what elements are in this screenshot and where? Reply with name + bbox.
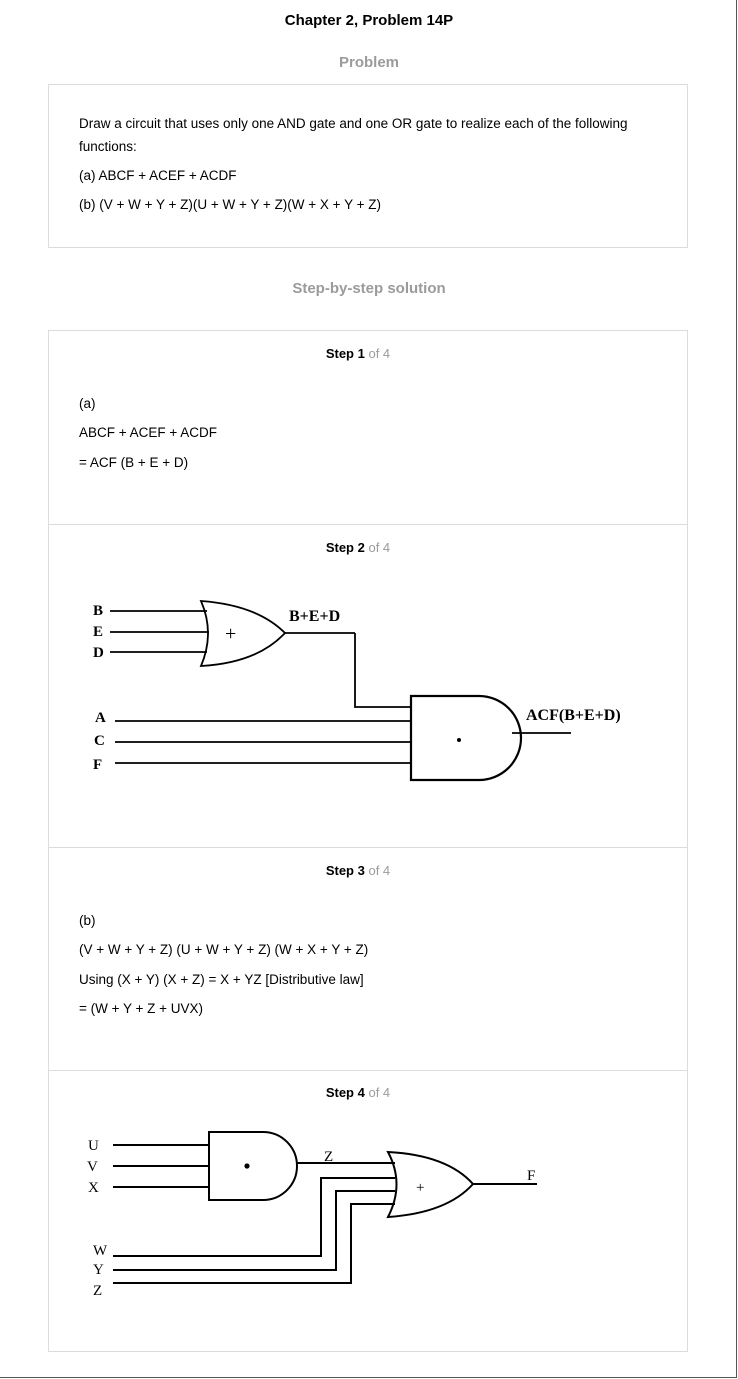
step-1 — [49, 331, 687, 524]
step-3 — [49, 847, 687, 1071]
step-3-of: of 4 — [368, 863, 391, 878]
step-3-line4: = (W + Y + Z + UVX) — [79, 1001, 204, 1016]
step-3-line1: (b) — [79, 913, 96, 928]
step-2-circuit-diagram — [49, 525, 687, 847]
and-gate-dot — [457, 738, 461, 742]
step-3-title: Step 3 — [325, 863, 365, 878]
and-input-label-x: X — [88, 1180, 99, 1196]
step-3-line2: (V + W + Y + Z) (U + W + Y + Z) (W + X + Y + Z) — [79, 942, 369, 957]
or-to-and-wire — [355, 633, 411, 707]
step-1-line2: ABCF + ACEF + ACDF — [79, 425, 218, 440]
and-output-label: ACF(B+E+D) — [526, 707, 621, 724]
or-gate-shape — [201, 601, 285, 666]
or-input-label-d: D — [93, 645, 104, 661]
step-1-line1: (a) — [79, 396, 96, 411]
step-1-title: Step 1 — [325, 346, 365, 361]
step-3-line3: Using (X + Y) (X + Z) = X + YZ [Distributive law] — [79, 972, 364, 987]
or-input-wire-w — [113, 1178, 395, 1256]
problem-heading: Problem — [338, 54, 399, 71]
step-2-of: of 4 — [368, 540, 391, 555]
and-input-label-u: U — [88, 1138, 99, 1154]
step-1-line3: = ACF (B + E + D) — [79, 455, 189, 470]
and-gate-shape — [411, 696, 521, 780]
or-input-label-z: Z — [93, 1283, 103, 1299]
or-input-label-w: W — [93, 1243, 108, 1259]
step-4-title: Step 4 — [325, 1085, 365, 1100]
problem-part-b: (b) (V + W + Y + Z)(U + W + Y + Z)(W + X + Y + Z) — [79, 197, 381, 212]
or-output-label: F — [527, 1168, 536, 1184]
or-gate-symbol: + — [416, 1180, 425, 1196]
and-output-label: Z — [324, 1149, 334, 1165]
and-input-label-f: F — [93, 757, 103, 773]
step-1-label — [49, 346, 667, 361]
or-input-wire-z — [113, 1204, 395, 1283]
chapter-title: Chapter 2, Problem 14P — [284, 12, 454, 29]
and-input-label-v: V — [87, 1159, 98, 1175]
and-gate-dot — [244, 1163, 249, 1168]
or-input-label-b: B — [93, 603, 104, 619]
or-input-label-y: Y — [93, 1262, 104, 1278]
step-4 — [49, 1070, 687, 1352]
problem-part-a: (a) ABCF + ACEF + ACDF — [79, 168, 237, 183]
solution-heading: Step-by-step solution — [292, 280, 446, 297]
problem-box — [48, 84, 688, 248]
step-4-of: of 4 — [368, 1085, 391, 1100]
problem-text-line1: Draw a circuit that uses only one AND gate and one OR gate to realize each of the following — [79, 116, 628, 131]
or-input-wire-y — [113, 1191, 395, 1270]
and-gate-shape — [209, 1132, 297, 1200]
step-4-circuit-diagram — [49, 1071, 687, 1352]
or-input-label-e: E — [93, 624, 104, 640]
step-2 — [49, 524, 687, 847]
and-input-label-a: A — [95, 710, 106, 726]
problem-text-line2: functions: — [79, 139, 137, 154]
or-output-label: B+E+D — [289, 608, 341, 625]
or-gate-shape — [388, 1152, 473, 1217]
step-2-title: Step 2 — [325, 540, 365, 555]
solution-box — [48, 330, 688, 1352]
or-gate-symbol: + — [225, 623, 237, 645]
and-input-label-c: C — [94, 733, 105, 749]
step-1-of: of 4 — [368, 346, 391, 361]
step-3-label — [49, 863, 667, 878]
